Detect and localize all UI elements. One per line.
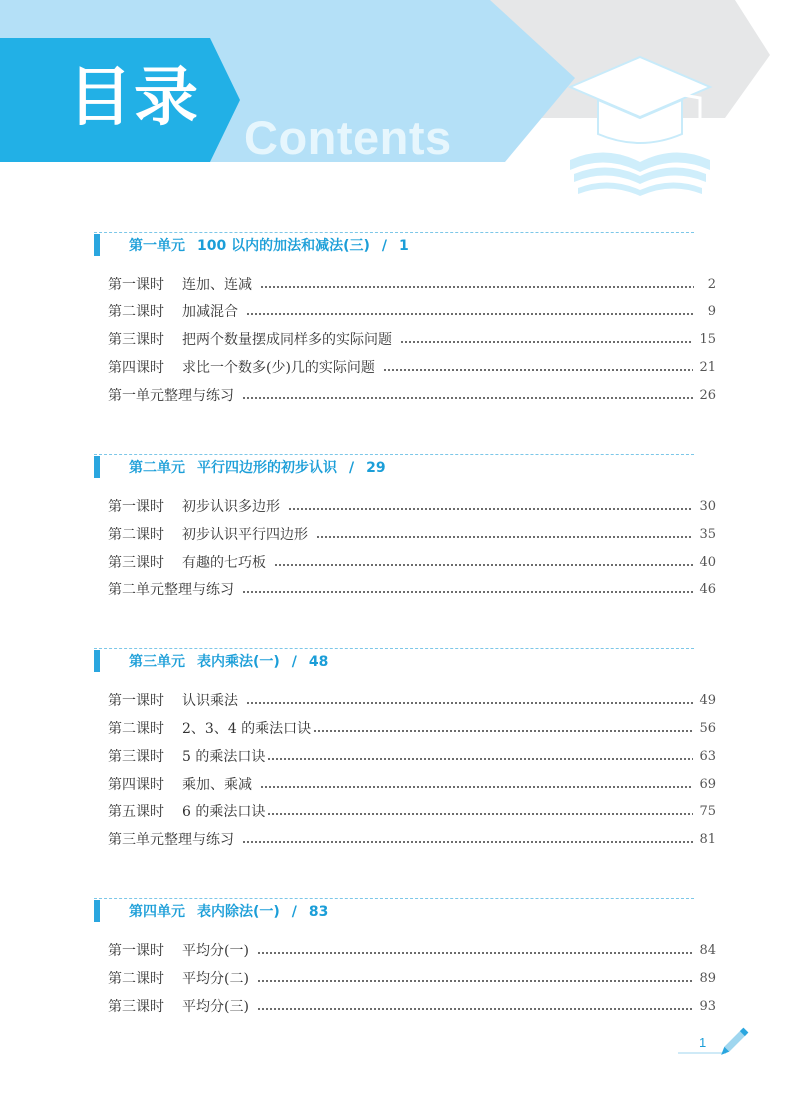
unit-marker-bar <box>94 650 100 672</box>
dot-leader <box>242 833 693 847</box>
lesson-label: 第二课时 <box>108 971 164 987</box>
lesson-title: 平均分(一) <box>182 943 249 959</box>
lesson-title: 平均分(二) <box>182 971 249 987</box>
toc-entry[interactable] <box>108 995 716 1019</box>
lesson-label: 第一课时 <box>108 943 164 959</box>
lesson-label: 第一课时 <box>108 277 164 293</box>
lesson-title: 平均分(三) <box>182 999 249 1015</box>
toc-entry[interactable] <box>108 689 716 713</box>
toc-entry[interactable] <box>108 828 716 852</box>
review-title: 第一单元整理与练习 <box>108 388 234 404</box>
dot-leader <box>267 805 693 819</box>
unit-page: 48 <box>308 654 329 670</box>
lesson-page: 84 <box>699 943 716 958</box>
toc-entry[interactable] <box>108 273 716 297</box>
lesson-page: 49 <box>699 693 716 708</box>
dot-leader <box>400 333 693 347</box>
lesson-title: 有趣的七巧板 <box>182 555 266 571</box>
toc-entry[interactable] <box>108 578 716 602</box>
toc-entry[interactable] <box>108 328 716 352</box>
dot-leader <box>267 750 693 764</box>
unit-title: 表内乘法(一) <box>197 654 280 670</box>
lesson-page: 89 <box>699 971 716 986</box>
page-title: 目录 <box>68 61 200 135</box>
dot-leader <box>274 556 693 570</box>
unit-heading[interactable]: 第二单元 平行四边形的初步认识 / 29 <box>129 460 386 476</box>
toc-entry[interactable] <box>108 800 716 824</box>
lesson-page: 40 <box>699 555 716 570</box>
unit-name: 第四单元 <box>129 904 185 920</box>
lesson-label: 第一课时 <box>108 499 164 515</box>
review-title: 第二单元整理与练习 <box>108 582 234 598</box>
unit-page: 29 <box>366 460 386 476</box>
lesson-title: 5 的乘法口诀 <box>182 749 266 765</box>
lesson-label: 第四课时 <box>108 360 164 376</box>
unit-heading[interactable]: 第四单元 表内除法(一) / 83 <box>129 904 329 920</box>
unit-header <box>94 454 694 476</box>
unit-marker-bar <box>94 900 100 922</box>
lesson-title: 2、3、4 的乘法口诀 <box>182 721 312 737</box>
lesson-title: 初步认识平行四边形 <box>182 527 308 543</box>
page-subtitle: Contents <box>244 111 452 164</box>
unit-page: 1 <box>399 238 409 254</box>
dot-leader <box>257 1000 694 1014</box>
lesson-page: 15 <box>699 332 716 347</box>
toc-entry[interactable] <box>108 523 716 547</box>
toc-entry[interactable] <box>108 551 716 575</box>
lesson-title: 把两个数量摆成同样多的实际问题 <box>182 332 392 348</box>
lesson-title: 6 的乘法口诀 <box>182 804 266 820</box>
toc-entry[interactable] <box>108 773 716 797</box>
pencil-icon <box>678 1026 750 1056</box>
lesson-label: 第二课时 <box>108 721 164 737</box>
lesson-label: 第二课时 <box>108 527 164 543</box>
dot-leader <box>260 778 693 792</box>
lesson-page: 9 <box>707 304 716 319</box>
toc-entry[interactable] <box>108 300 716 324</box>
lesson-page: 30 <box>699 499 716 514</box>
lesson-label: 第三课时 <box>108 999 164 1015</box>
lesson-label: 第五课时 <box>108 804 164 820</box>
unit-heading[interactable]: 第一单元 100 以内的加法和减法(三) / 1 <box>129 238 409 254</box>
lesson-page: 35 <box>699 527 716 542</box>
dot-leader <box>260 278 694 292</box>
dot-leader <box>246 694 693 708</box>
unit-name: 第二单元 <box>129 460 185 476</box>
toc-entry[interactable] <box>108 356 716 380</box>
dot-leader <box>246 305 694 319</box>
review-title: 第三单元整理与练习 <box>108 832 234 848</box>
lesson-page: 46 <box>699 582 716 597</box>
unit-heading[interactable]: 第三单元 表内乘法(一) / 48 <box>129 654 329 670</box>
unit-name: 第一单元 <box>129 238 185 254</box>
unit-name: 第三单元 <box>129 654 185 670</box>
lesson-label: 第二课时 <box>108 304 164 320</box>
lesson-title: 认识乘法 <box>182 693 238 709</box>
lesson-title: 乘加、乘减 <box>182 777 252 793</box>
lesson-title: 加减混合 <box>182 304 238 320</box>
lesson-title: 求比一个数多(少)几的实际问题 <box>182 360 375 376</box>
lesson-page: 81 <box>699 832 716 847</box>
lesson-page: 56 <box>699 721 716 736</box>
toc-entry[interactable] <box>108 384 716 408</box>
lesson-page: 69 <box>699 777 716 792</box>
unit-marker-bar <box>94 456 100 478</box>
unit-title: 表内除法(一) <box>197 904 280 920</box>
lesson-page: 75 <box>699 804 716 819</box>
lesson-label: 第四课时 <box>108 777 164 793</box>
dot-leader <box>257 944 694 958</box>
toc-entry[interactable] <box>108 967 716 991</box>
lesson-label: 第一课时 <box>108 693 164 709</box>
dot-leader <box>242 583 693 597</box>
lesson-page: 93 <box>699 999 716 1014</box>
dot-leader <box>288 500 693 514</box>
dot-leader <box>383 361 694 375</box>
lesson-title: 初步认识多边形 <box>182 499 280 515</box>
lesson-page: 21 <box>699 360 716 375</box>
lesson-page: 63 <box>699 749 716 764</box>
graduation-cap-book-icon <box>560 52 720 202</box>
unit-header <box>94 898 694 920</box>
header-banner <box>0 0 790 215</box>
unit-title: 100 以内的加法和减法(三) <box>197 238 370 254</box>
unit-header <box>94 232 694 254</box>
dot-leader <box>257 972 694 986</box>
dot-leader <box>242 389 693 403</box>
unit-marker-bar <box>94 234 100 256</box>
lesson-label: 第三课时 <box>108 332 164 348</box>
toc-entry[interactable] <box>108 745 716 769</box>
unit-title: 平行四边形的初步认识 <box>197 460 337 476</box>
unit-header <box>94 648 694 670</box>
unit-page: 83 <box>308 904 329 920</box>
lesson-title: 连加、连减 <box>182 277 252 293</box>
lesson-label: 第三课时 <box>108 749 164 765</box>
page-number: 1 <box>699 1035 707 1050</box>
dot-leader <box>316 528 693 542</box>
lesson-page: 2 <box>707 277 716 292</box>
toc-entry[interactable] <box>108 939 716 963</box>
lesson-page: 26 <box>699 388 716 403</box>
lesson-label: 第三课时 <box>108 555 164 571</box>
dot-leader <box>313 722 693 736</box>
toc-entry[interactable] <box>108 717 716 741</box>
toc-entry[interactable] <box>108 495 716 519</box>
